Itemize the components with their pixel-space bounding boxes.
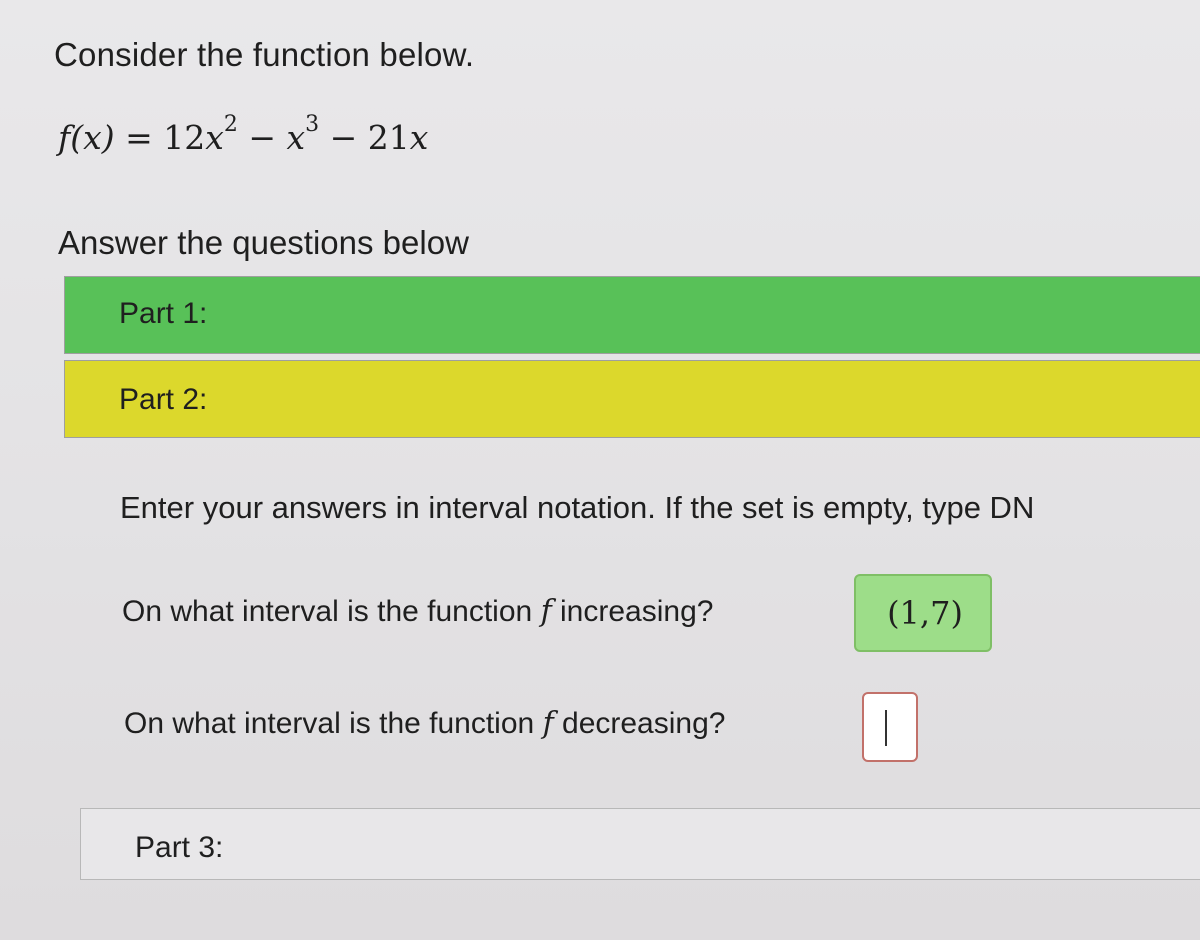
- increasing-question-prefix: On what interval is the function: [122, 595, 541, 628]
- decreasing-answer-field[interactable]: [862, 692, 918, 762]
- part-1-bar[interactable]: [64, 276, 1200, 354]
- formula-term3-var: x: [409, 118, 429, 157]
- formula-term2-exp: 3: [305, 112, 320, 137]
- formula-equals: =: [125, 118, 153, 157]
- increasing-question-var: f: [540, 594, 552, 629]
- intro-text: Consider the function below.: [54, 36, 475, 73]
- part-1-label: Part 1:: [119, 297, 208, 330]
- formula-term1-coef: 12: [163, 118, 206, 157]
- formula-minus-2: −: [329, 118, 358, 157]
- decreasing-question-prefix: On what interval is the function: [124, 707, 543, 740]
- formula-lhs: f(x): [58, 118, 115, 157]
- formula-term2-var: x: [286, 118, 306, 157]
- increasing-question: [122, 594, 713, 629]
- decreasing-question: [124, 706, 725, 741]
- part-2-bar[interactable]: [64, 360, 1200, 438]
- part-3-bar[interactable]: [80, 808, 1200, 880]
- formula-term3-coef: 21: [367, 118, 410, 157]
- answer-heading: Answer the questions below: [58, 224, 469, 261]
- formula-term1-exp: 2: [223, 112, 238, 137]
- increasing-question-suffix: increasing?: [551, 595, 714, 628]
- formula-term1-var: x: [205, 118, 224, 157]
- text-cursor: [885, 710, 887, 746]
- decreasing-question-suffix: decreasing?: [553, 707, 726, 740]
- part-3-label: Part 3:: [135, 831, 224, 864]
- function-formula: [58, 112, 429, 157]
- formula-minus-1: −: [248, 118, 277, 157]
- increasing-answer-field[interactable]: (1,7): [854, 574, 992, 652]
- part-2-label: Part 2:: [119, 383, 208, 416]
- decreasing-question-var: f: [542, 706, 554, 741]
- instructions-text: Enter your answers in interval notation. If the set is empty, type DN: [120, 490, 1035, 525]
